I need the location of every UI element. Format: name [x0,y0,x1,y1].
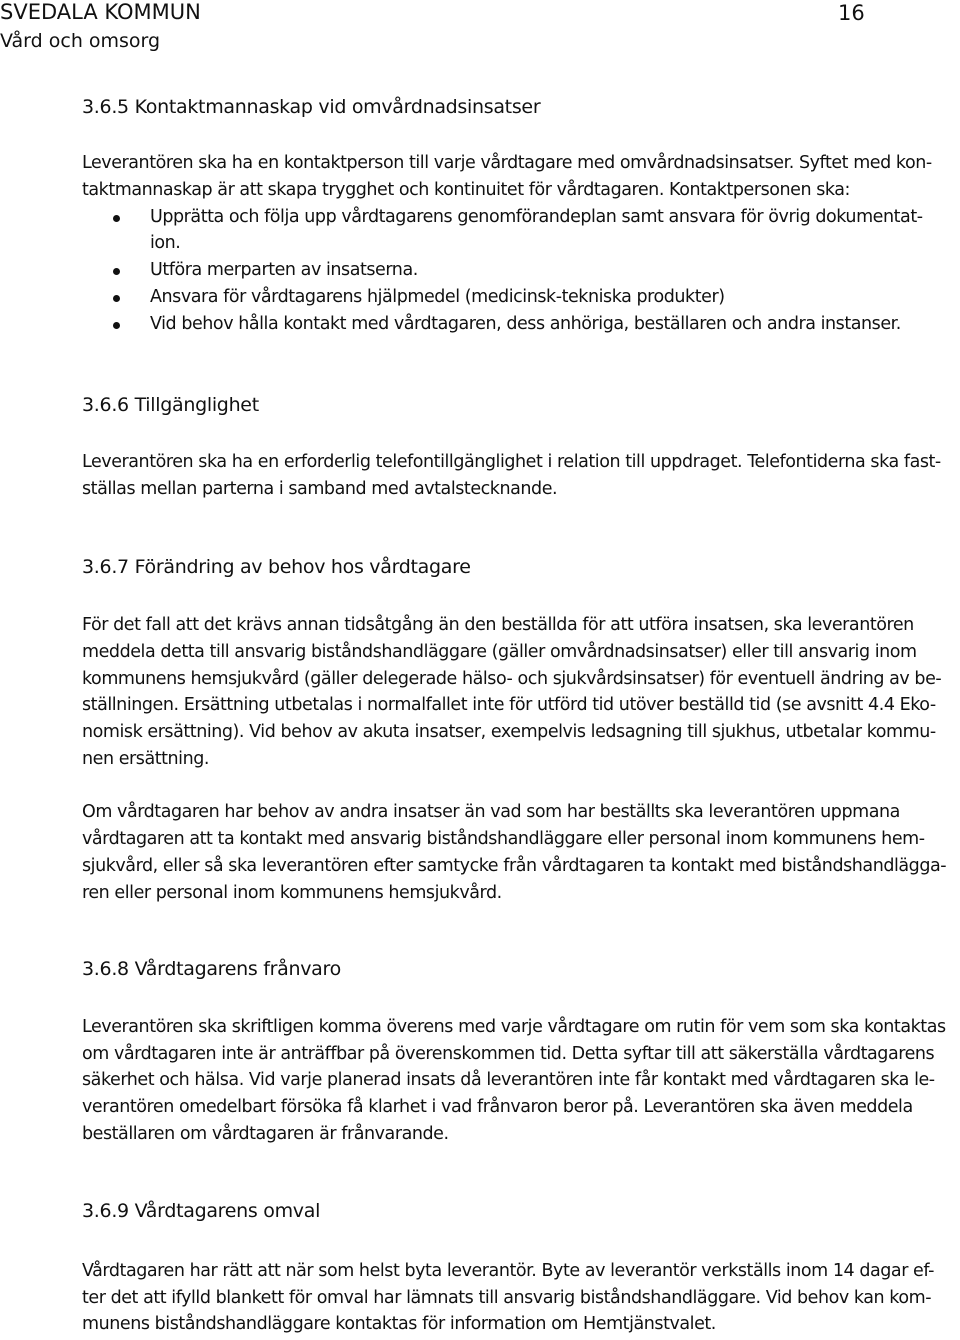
paragraph-line: kommunens hemsjukvård (gäller delegerade hälso- och sjukvårdsinsatser) för eventuell ändring av be- [82,669,942,689]
page-header [0,0,201,53]
bullet-icon [113,215,120,222]
paragraph-line: För det fall att det krävs annan tidsåtgång än den beställda för att utföra insatsen, ska leverantören [82,615,914,635]
paragraph-line: om vårdtagaren inte är anträffbar på överenskommen tid. Detta syftar till att säkerställa vårdtagarens [82,1044,935,1064]
paragraph-line: säkerhet och hälsa. Vid varje planerad insats då leverantören inte får kontakt med vårdtagaren ska le- [82,1070,935,1090]
paragraph-line: nomisk ersättning). Vid behov av akuta insatser, exempelvis ledsagning till sjukhus, utbetalar kommu- [82,722,936,742]
paragraph-line: Leverantören ska ha en kontaktperson till varje vårdtagare med omvårdnadsinsatser. Syftet med kon- [82,153,932,173]
bullet-icon [113,268,120,275]
page-number: 16 [838,1,865,25]
paragraph-line: ter det att ifylld blankett för omval har lämnats till ansvarig biståndshandläggare. Vid behov kan kom- [82,1288,932,1308]
paragraph-line: Om vårdtagaren har behov av andra insatser än vad som har beställts ska leverantören uppmana [82,802,900,822]
section-heading-3-6-7: 3.6.7 Förändring av behov hos vårdtagare [82,556,471,578]
paragraph-line: ställas mellan parterna i samband med avtalstecknande. [82,479,558,499]
paragraph-line: Vårdtagaren har rätt att när som helst byta leverantör. Byte av leverantör verkställs inom 14 dagar ef- [82,1261,934,1281]
paragraph-line: verantören omedelbart försöka få klarhet i vad frånvaron beror på. Leverantören ska även meddela [82,1097,913,1117]
paragraph-line: meddela detta till ansvarig biståndshandläggare (gäller omvårdnadsinsatser) eller till ansvarig inom [82,642,917,662]
paragraph-line: nen ersättning. [82,749,210,769]
paragraph-line: ställningen. Ersättning utbetalas i normalfallet inte för utförd tid utöver beställd tid (se avsnitt 4.4 Eko- [82,695,936,715]
section-heading-3-6-6: 3.6.6 Tillgänglighet [82,394,259,416]
bullet-icon [113,295,120,302]
paragraph-line: sjukvård, eller så ska leverantören efter samtycke från vårdtagaren ta kontakt med biståndshandlägga- [82,856,947,876]
section-heading-3-6-8: 3.6.8 Vårdtagarens frånvaro [82,958,341,980]
paragraph-line: munens biståndshandläggare kontaktas för information om Hemtjänstvalet. [82,1314,716,1334]
paragraph-line: Leverantören ska ha en erforderlig telefontillgänglighet i relation till uppdraget. Telefontiderna ska fast- [82,452,941,472]
organization-name: SVEDALA KOMMUN [0,0,201,24]
bullet-item-line: Utföra merparten av insatserna. [150,260,418,280]
paragraph-line: beställaren om vårdtagaren är frånvarande. [82,1124,449,1144]
bullet-item-line: Vid behov hålla kontakt med vårdtagaren, dess anhöriga, beställaren och andra instanser. [150,314,901,334]
paragraph-line: Leverantören ska skriftligen komma överens med varje vårdtagare om rutin för vem som ska kontaktas [82,1017,946,1037]
bullet-item-line: Upprätta och följa upp vårdtagarens genomförandeplan samt ansvara för övrig dokumentat- [150,207,923,227]
bullet-icon [113,322,120,329]
bullet-item-line: Ansvara för vårdtagarens hjälpmedel (medicinsk-tekniska produkter) [150,287,725,307]
paragraph-line: ren eller personal inom kommunens hemsjukvård. [82,883,502,903]
bullet-item-line: ion. [150,233,181,253]
section-heading-3-6-5: 3.6.5 Kontaktmannaskap vid omvårdnadsinsatser [82,96,541,118]
section-heading-3-6-9: 3.6.9 Vårdtagarens omval [82,1200,321,1222]
department-name: Vård och omsorg [0,30,161,52]
paragraph-line: vårdtagaren att ta kontakt med ansvarig biståndshandläggare eller personal inom kommunens hem- [82,829,925,849]
paragraph-line: taktmannaskap är att skapa trygghet och kontinuitet för vårdtagaren. Kontaktpersonen ska: [82,180,850,200]
